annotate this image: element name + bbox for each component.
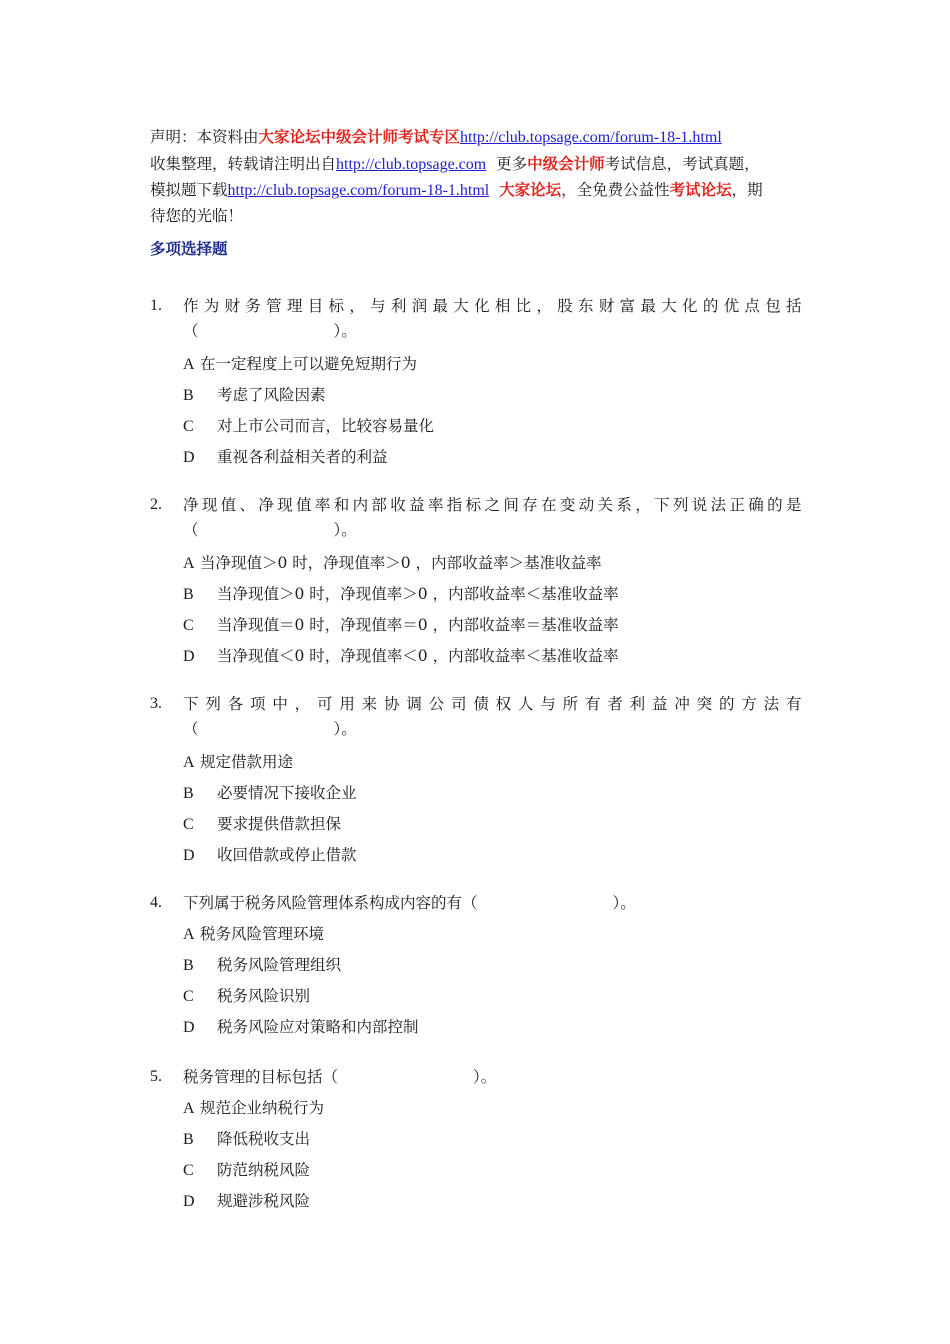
option-a: A 规范企业纳税行为: [183, 1099, 325, 1117]
statement-text: ，期: [731, 181, 763, 199]
site-link[interactable]: http://club.topsage.com: [336, 155, 487, 173]
forum-highlight: 大家论坛: [499, 180, 562, 199]
option-c: C 要求提供借款担保: [183, 815, 342, 833]
option-d: D 收回借款或停止借款: [183, 846, 357, 864]
question-2: [150, 493, 802, 672]
exam-name-highlight: 中级会计师: [527, 153, 605, 173]
question-number: 3.: [150, 695, 162, 712]
question-text: 下列各项中，可用来协调公司债权人与所有者利益冲突的方法有: [183, 695, 802, 713]
download-link[interactable]: http://club.topsage.com/forum-18-1.html: [227, 182, 490, 199]
option-b: B 考虑了风险因素: [183, 386, 326, 404]
option-c: C 当净现值＝0 时，净现值率＝0 ，内部收益率＝基准收益率: [183, 616, 619, 634]
exam-forum-highlight: 考试论坛: [669, 180, 732, 199]
question-number: 2.: [150, 496, 162, 513]
statement-text: 更多: [496, 154, 528, 173]
option-c: C 税务风险识别: [183, 987, 311, 1005]
question-5: [150, 1065, 802, 1217]
option-a: A 税务风险管理环境: [183, 925, 325, 943]
question-number: 4.: [150, 894, 162, 911]
option-b: B 降低税收支出: [183, 1130, 311, 1148]
option-d: D 规避涉税风险: [183, 1192, 311, 1210]
question-4: [150, 891, 802, 1043]
question-text: 下列属于税务风险管理体系构成内容的有（ ）。: [183, 894, 636, 912]
statement-text: ，全免费公益性: [561, 181, 670, 199]
option-a: A 在一定程度上可以避免短期行为: [183, 355, 418, 373]
question-1: [150, 294, 802, 473]
option-d: D 税务风险应对策略和内部控制: [183, 1018, 419, 1036]
option-a: A 规定借款用途: [183, 753, 294, 771]
statement-text: 收集整理，转载请注明出自: [150, 154, 337, 173]
question-number: 5.: [150, 1068, 162, 1085]
statement-text: 声明：本资料由: [150, 128, 259, 146]
answer-blank: （ ）。: [183, 322, 357, 340]
forum-name-highlight: 大家论坛中级会计师考试专区: [258, 127, 461, 146]
question-text: 作为财务管理目标，与利润最大化相比，股东财富最大化的优点包括: [183, 297, 802, 315]
question-number: 1.: [150, 297, 162, 314]
option-d: D 当净现值＜0 时，净现值率＜0 ，内部收益率＜基准收益率: [183, 647, 619, 665]
answer-blank: （ ）。: [183, 521, 357, 539]
option-d: D 重视各利益相关者的利益: [183, 448, 388, 466]
option-c: C 对上市公司而言，比较容易量化: [183, 417, 435, 435]
question-3: [150, 692, 802, 871]
answer-blank: （ ）。: [183, 720, 357, 738]
option-c: C 防范纳税风险: [183, 1161, 311, 1179]
option-b: B 税务风险管理组织: [183, 956, 342, 974]
question-text: 税务管理的目标包括（ ）。: [183, 1068, 497, 1086]
disclaimer-statement: [150, 124, 802, 229]
statement-text: 模拟题下载: [150, 181, 228, 199]
question-text: 净现值、净现值率和内部收益率指标之间存在变动关系，下列说法正确的是: [183, 496, 802, 514]
statement-text: 待您的光临！: [150, 206, 244, 225]
option-a: A 当净现值＞0 时，净现值率＞0 ，内部收益率＞基准收益率: [183, 554, 602, 572]
statement-text: 考试信息，考试真题，: [604, 154, 760, 173]
section-title: 多项选择题: [150, 239, 228, 258]
option-b: B 必要情况下接收企业: [183, 784, 357, 802]
forum-link[interactable]: http://club.topsage.com/forum-18-1.html: [460, 129, 722, 146]
option-b: B 当净现值＞0 时，净现值率＞0 ，内部收益率＜基准收益率: [183, 585, 619, 603]
